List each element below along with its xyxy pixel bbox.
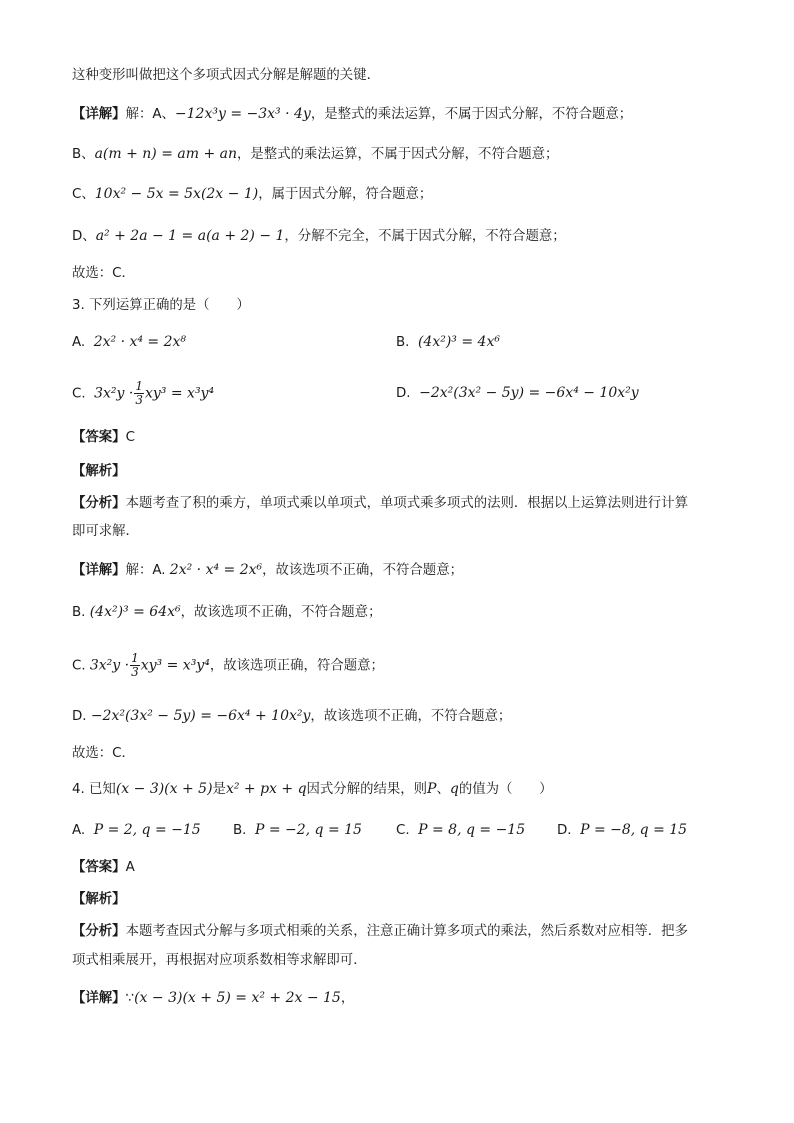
formula: P = 8, q = −15 [418, 822, 526, 838]
q2-detail-b [72, 144, 558, 165]
answer-tag: 【答案】 [72, 860, 126, 875]
option-prefix: D. [72, 709, 91, 724]
q2-detail-d [72, 226, 566, 247]
formula: a² + 2a − 1 = a(a + 2) − 1 [95, 228, 285, 244]
explanation: ，是整式的乘法运算，不属于因式分解，不符合题意； [237, 147, 559, 162]
option-label: A. [72, 823, 86, 838]
q2-choice: 故选：C． [72, 266, 135, 281]
formula: P = −2, q = 15 [254, 822, 362, 838]
option-prefix: B. [72, 605, 90, 620]
q4-analysis-line1 [72, 922, 688, 942]
formula: (x − 3)(x + 5) = x² + 2x − 15 [134, 990, 341, 1006]
option-prefix: 解：A. [125, 563, 170, 578]
q4-option-d [557, 820, 687, 841]
formula: x² + px + q [225, 781, 307, 797]
formula: P = −8, q = 15 [580, 822, 688, 838]
formula-part: 3x²y · [94, 385, 134, 402]
formula: a(m + n) = am + an [94, 146, 238, 162]
q4-option-c [396, 820, 525, 841]
formula: −2x²(3x² − 5y) = −6x⁴ − 10x²y [419, 385, 639, 401]
detail-tag: 【详解】 [72, 991, 126, 1006]
formula: −12x³y = −3x³ · 4y [174, 106, 311, 122]
separator: 、 [436, 782, 450, 797]
q3-detail-c [72, 652, 384, 679]
q3-option-a [72, 332, 186, 353]
option-prefix: 解：A、 [125, 107, 175, 122]
formula: 2x² · x⁴ = 2x⁸ [93, 334, 187, 350]
formula: (4x²)³ = 64x⁶ [89, 604, 181, 620]
option-prefix: B、 [72, 147, 95, 162]
stem-text: 4. 已知 [72, 782, 116, 797]
q3-detail-a [72, 560, 463, 581]
q3-option-c [72, 380, 214, 407]
option-prefix: D、 [72, 229, 96, 244]
q3-detail-d [72, 706, 511, 727]
explanation: ，故该选项不正确，不符合题意； [180, 605, 382, 620]
variable-q: q [449, 781, 459, 797]
option-label: D. [557, 823, 572, 838]
q3-choice: 故选：C． [72, 746, 135, 761]
punctuation: ， [340, 991, 355, 1006]
q3-analysis-line2: 即可求解． [72, 524, 139, 539]
q2-detail-c [72, 184, 432, 205]
numerator: 1 [135, 379, 143, 393]
q3-option-d [396, 383, 639, 404]
formula: 2x² · x⁴ = 2x⁶ [169, 562, 263, 578]
analysis-tag: 【分析】 [72, 496, 126, 511]
formula: −2x²(3x² − 5y) = −6x⁴ + 10x²y [90, 708, 311, 724]
option-label: D. [396, 386, 411, 401]
numerator: 1 [131, 651, 139, 665]
explanation: ，故该选项不正确，不符合题意； [310, 709, 512, 724]
answer-value: A [125, 860, 135, 875]
q4-analysis-line2: 项式相乘展开，再根据对应项系数相等求解即可． [72, 953, 367, 968]
answer-value: C [125, 430, 135, 445]
option-label: B. [233, 823, 247, 838]
explanation: ，分解不完全，不属于因式分解，不符合题意； [284, 229, 566, 244]
denominator: 3 [131, 665, 139, 679]
q4-option-a [72, 820, 201, 841]
formula: P = 2, q = −15 [93, 822, 201, 838]
fraction [130, 652, 140, 679]
explanation: ，故该选项正确，符合题意； [209, 658, 384, 674]
q3-analysis-line1 [72, 494, 688, 514]
option-label: B. [396, 335, 410, 350]
variable-p: P [427, 781, 437, 797]
q4-jiexi: 【解析】 [72, 892, 126, 907]
q4-answer [72, 858, 135, 878]
option-label: C. [72, 386, 86, 402]
option-prefix: C、 [72, 187, 95, 202]
stem-text: 因式分解的结果，则 [306, 782, 428, 797]
q4-stem [72, 779, 553, 800]
q4-option-b [233, 820, 362, 841]
analysis-text: 本题考查因式分解与多项式相乘的关系，注意正确计算多项式的乘法，然后系数对应相等．把多 [125, 924, 688, 939]
q4-detail [72, 988, 354, 1009]
denominator: 3 [135, 393, 143, 407]
detail-tag: 【详解】 [72, 107, 126, 122]
formula-part: xy³ = x³y⁴ [145, 385, 215, 402]
option-label: C. [396, 823, 410, 838]
option-prefix: C. [72, 658, 90, 674]
formula: 10x² − 5x = 5x(2x − 1) [94, 186, 259, 202]
explanation: ，故该选项不正确，不符合题意； [262, 563, 463, 578]
analysis-text: 本题考查了积的乘方，单项式乘以单项式，单项式乘多项式的法则．根据以上运算法则进行计算 [125, 496, 688, 511]
formula: (4x²)³ = 4x⁶ [417, 334, 500, 350]
fraction [134, 380, 144, 407]
option-label: A. [72, 335, 86, 350]
q3-detail-b [72, 602, 381, 623]
stem-text: 是 [212, 782, 226, 797]
q3-stem: 3. 下列运算正确的是（ ） [72, 298, 250, 313]
detail-tag: 【详解】 [72, 563, 126, 578]
because-symbol: ∵ [125, 991, 135, 1006]
q2-detail-a [72, 104, 632, 125]
formula-part: 3x²y · [89, 657, 130, 674]
analysis-tag: 【分析】 [72, 924, 126, 939]
stem-text: 的值为（ ） [458, 782, 553, 797]
explanation: ，是整式的乘法运算，不属于因式分解，不符合题意； [310, 107, 633, 122]
q3-option-b [396, 332, 500, 353]
answer-tag: 【答案】 [72, 430, 126, 445]
formula: (x − 3)(x + 5) [115, 781, 213, 797]
explanation: ，属于因式分解，符合题意； [258, 187, 433, 202]
formula-part: xy³ = x³y⁴ [140, 657, 210, 674]
q3-answer [72, 428, 135, 448]
q2-conclusion: 这种变形叫做把这个多项式因式分解是解题的关键． [72, 68, 380, 83]
q3-jiexi: 【解析】 [72, 464, 126, 479]
